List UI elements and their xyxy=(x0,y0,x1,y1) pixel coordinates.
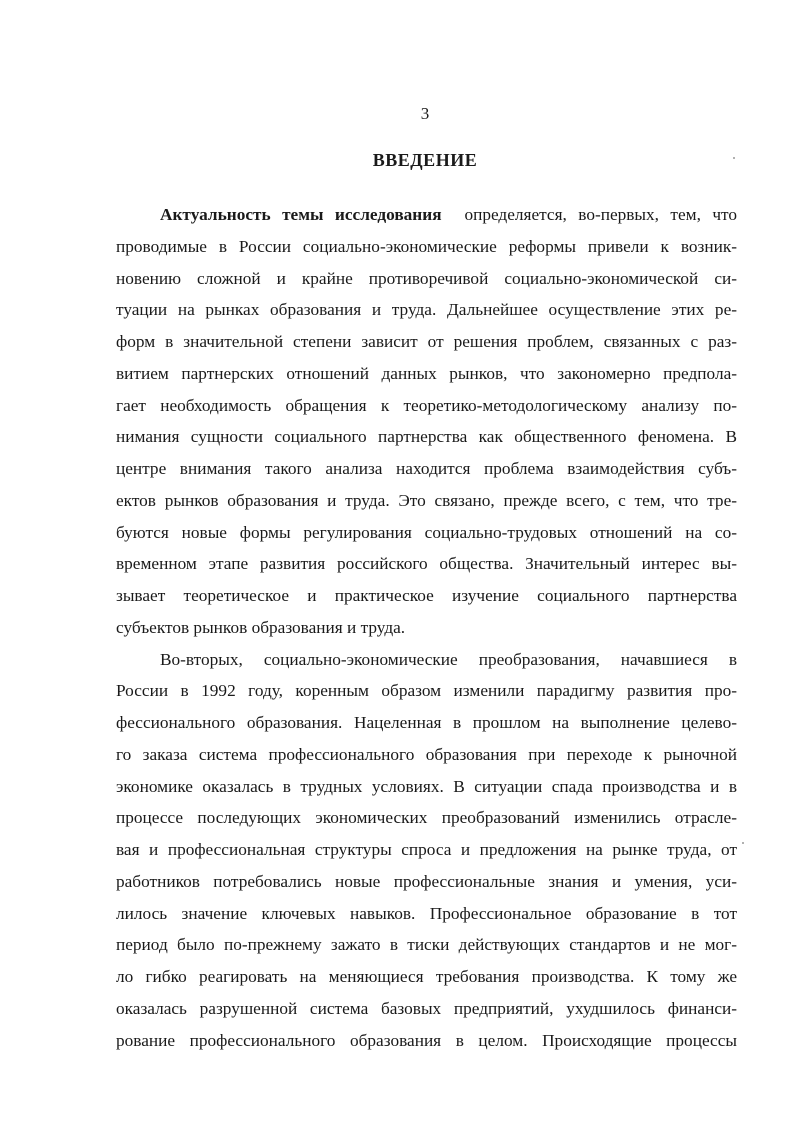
paragraph-1-line: новению сложной и крайне противоречивой социально-экономической си- xyxy=(116,268,737,288)
paragraph-1-line: гает необходимость обращения к теоретико-методологическому анализу по- xyxy=(116,395,737,415)
paragraph-2-line: вая и профессиональная структуры спроса и предложения на рынке труда, от xyxy=(116,840,737,859)
paragraph-1-line-last: субъектов рынков образования и труда. xyxy=(116,617,406,637)
paragraph-2-line: России в 1992 году, коренным образом изменили парадигму развития про- xyxy=(116,681,737,701)
section-heading: ВВЕДЕНИЕ xyxy=(372,150,478,170)
paragraph-2-line: ло гибко реагировать на меняющиеся требования производства. К тому же xyxy=(116,967,737,986)
lead-rest: определяется, во-первых, тем, что xyxy=(464,205,738,224)
paragraph-1-line: туации на рынках образования и труда. Дальнейшее осуществление этих ре- xyxy=(116,300,737,320)
paragraph-2-line: фессионального образования. Нацеленная в прошлом на выполнение целево- xyxy=(116,713,737,732)
paragraph-1-line: ектов рынков образования и труда. Это связано, прежде всего, с тем, что тре- xyxy=(116,490,737,510)
paragraph-1-line: временном этапе развития российского общества. Значительный интерес вы- xyxy=(116,554,737,574)
paragraph-1-line: буются новые формы регулирования социально-трудовых отношений на со- xyxy=(116,522,737,542)
paragraph-2-line: процессе последующих экономических преобразований изменились отрасле- xyxy=(116,808,737,828)
paragraph-1-line-1 xyxy=(116,199,737,231)
paragraph-2-line: работников потребовались новые профессиональные знания и умения, уси- xyxy=(116,871,737,891)
paragraph-2-line: рование профессионального образования в целом. Происходящие процессы xyxy=(116,1030,737,1050)
paragraph-1-line: центре внимания такого анализа находится проблема взаимодействия субъ- xyxy=(116,459,737,478)
paragraph-2-line: период было по-прежнему зажато в тиски действующих стандартов и не мог- xyxy=(116,935,737,955)
paragraph-1-line: форм в значительной степени зависит от решения проблем, связанных с раз- xyxy=(116,332,737,351)
paragraph-2-line: лилось значение ключевых навыков. Профессиональное образование в тот xyxy=(116,903,737,923)
paragraph-2-line: экономике оказалась в трудных условиях. В ситуации спада производства и в xyxy=(116,776,737,796)
scan-speck xyxy=(742,842,744,844)
paragraph-1-line: нимания сущности социального партнерства как общественного феномена. В xyxy=(116,427,737,447)
paragraph-1-line: зывает теоретическое и практическое изучение социального партнерства xyxy=(116,586,737,605)
paragraph-1-line: проводимые в России социально-экономические реформы привели к возник- xyxy=(116,236,737,256)
paragraph-1-line: витием партнерских отношений данных рынков, что закономерно предпола- xyxy=(116,363,737,383)
page-number: 3 xyxy=(420,104,430,123)
paragraph-2-line: го заказа система профессионального образования при переходе к рыночной xyxy=(116,744,737,764)
lead-phrase: Актуальность темы исследования xyxy=(160,205,442,224)
body-text xyxy=(116,199,737,1056)
paragraph-2-line: оказалась разрушенной система базовых предприятий, ухудшилось финанси- xyxy=(116,998,737,1018)
paragraph-2-line-1: Во-вторых, социально-экономические преобразования, начавшиеся в xyxy=(160,649,737,669)
scan-speck xyxy=(733,157,735,159)
